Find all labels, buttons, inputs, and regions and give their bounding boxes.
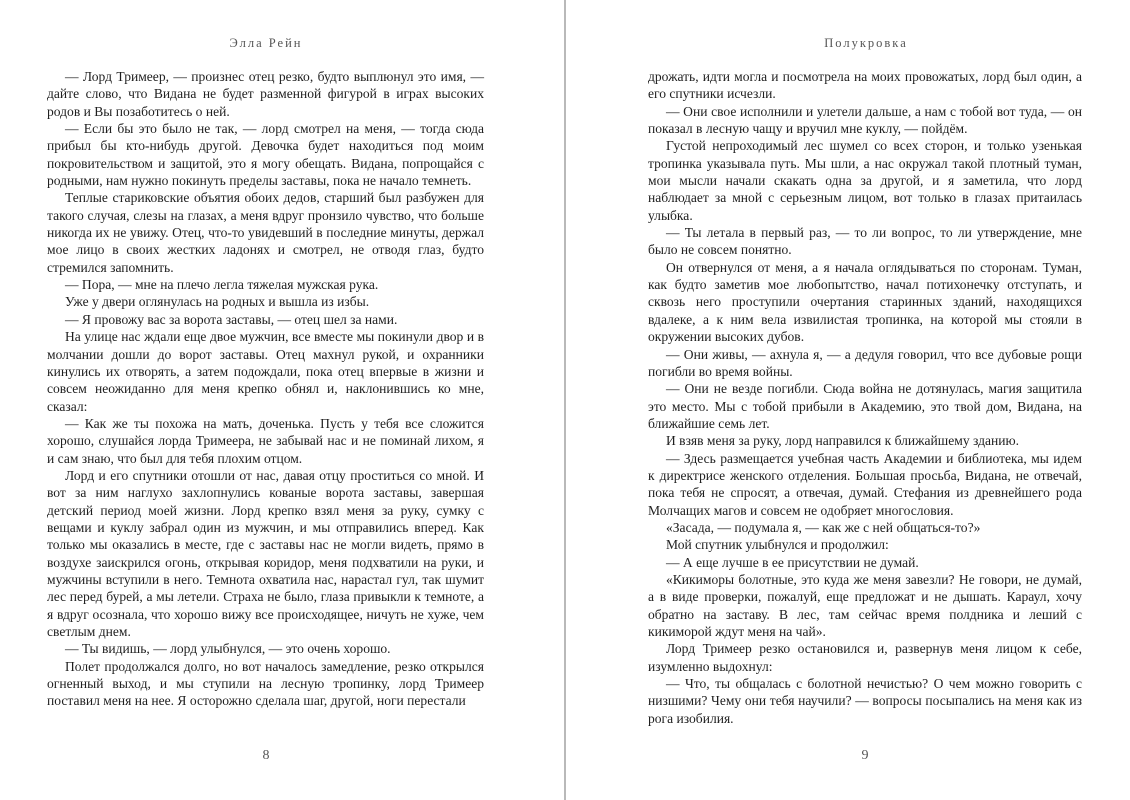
left-page <box>0 0 564 800</box>
paragraph: — Они не везде погибли. Сюда война не дотянулась, магия защитила это место. Мы с тобой прибыли в Академию, это твой дом, Видана, на ближайшие семь лет. <box>648 381 1082 431</box>
paragraph: Полет продолжался долго, но вот началось замедление, резко открылся огненный выход, и мы ступили на лесную тропинку, лорд Тримеер поставил меня на нее. Я осторожно сделала шаг, другой, ноги перестали <box>47 658 484 709</box>
paragraph: — Я провожу вас за ворота заставы, — отец шел за нами. <box>65 311 398 327</box>
paragraph: Уже у двери оглянулась на родных и вышла из избы. <box>65 294 370 310</box>
paragraph: — Ты летала в первый раз, — то ли вопрос, то ли утверждение, мне было не совсем понятно. <box>648 225 1082 258</box>
paragraph: «Засада, — подумала я, — как же с ней общаться-то?» <box>666 519 981 535</box>
paragraph: «Кикиморы болотные, это куда же меня завезли? Не говори, не думай, а в виде проверки, пожалуй, еще предложат и не дышать. Караул, хочу обратно на заставу. В лес, там сейчас время полдника и леший с кикиморой ждут меня на чай». <box>648 571 1082 639</box>
right-page-text <box>648 68 1082 727</box>
left-page-text <box>47 68 484 710</box>
paragraph: Он отвернулся от меня, а я начала оглядываться по сторонам. Туман, как будто заметив мое любопытство, начал потихонечку отступать, и сквозь него проступили очертания старинных зданий, находящихся вдалеке, а к ним вела извилистая тропинка, на которой мы стояли в окружении высоких дубов. <box>648 259 1082 345</box>
page-number: 9 <box>861 748 869 763</box>
running-head-title: Полукровка <box>824 36 908 50</box>
paragraph: — А еще лучше в ее присутствии не думай. <box>666 554 919 570</box>
paragraph: И взяв меня за руку, лорд направился к ближайшему зданию. <box>666 433 1019 449</box>
paragraph: — Лорд Тримеер, — произнес отец резко, будто выплюнул это имя, — дайте слово, что Видана не будет разменной фигурой в играх высоких родов и Вы позаботитесь о ней. <box>47 69 484 119</box>
paragraph: — Пора, — мне на плечо легла тяжелая мужская рука. <box>65 277 379 293</box>
paragraph: — Если бы это было не так, — лорд смотрел на меня, — тогда сюда прибыл бы кто-нибудь другой. Девочка будет находиться под моим покровительством и защитой, это я могу обещать. Видана, попрощайся с родными, нам нужно покинуть пределы заставы, пока не начало темнеть. <box>47 121 484 189</box>
paragraph: — Ты видишь, — лорд улыбнулся, — это очень хорошо. <box>65 641 391 657</box>
right-page <box>566 0 1130 800</box>
paragraph: На улице нас ждали еще двое мужчин, все вместе мы покинули двор и в молчании дошли до ворот заставы. Отец махнул рукой, и охранники кинулись их отворять, а затем подождали, пока отец впервые в жизни и совсем неожиданно для меня крепко обнял и, наклонившись ко мне, сказал: <box>47 329 484 414</box>
paragraph-continuation: дрожать, идти могла и посмотрела на моих провожатых, лорд был один, а его спутники исчезли. <box>648 69 1082 102</box>
paragraph: — Как же ты похожа на мать, доченька. Пусть у тебя все сложится хорошо, слушайся лорда Тримеера, не забывай нас и не поминай лихом, я и сам знаю, что был для тебя плохим отцом. <box>47 415 484 466</box>
running-head-author: Элла Рейн <box>229 36 303 50</box>
paragraph: Теплые стариковские объятия обоих дедов, старший был разбужен для такого случая, слезы на глазах, а меня вдруг пронзило чувство, что больше никогда их не увижу. Отец, что-то увидевший в последние минуты, держал мое лицо в своих жестких ладонях и смотрел, не отводя глаз, будто стремился запомнить. <box>47 190 484 275</box>
paragraph: — Что, ты общалась с болотной нечистью? О чем можно говорить с низшими? Чему они тебя научили? — вопросы посыпались на меня как из рога изобилия. <box>648 676 1082 726</box>
paragraph: Лорд и его спутники отошли от нас, давая отцу проститься со мной. И вот за ним наглухо захлопнулись кованые ворота заставы, завершая детский период моей жизни. Лорд крепко взял меня за руку, сумку с вещами и куклу забрал один из мужчин, и мы отправились вперед. Как только мы оказались в месте, где с заставы нас не могли видеть, прямо в воздухе заискрился огонь, открывая коридор, меня подхватили на руки, и мужчины вступили в него. Темнота охватила нас, нарастал гул, так шумит лес перед бурей, а мы летели. Страха не было, глаза привыкли к темноте, а я вдруг осознала, что хорошо вижу все происходящее, ничуть не хуже, чем светлым днем. <box>47 467 484 639</box>
paragraph: Густой непроходимый лес шумел со всех сторон, и только узенькая тропинка указывала путь. Мы шли, а нас окружал такой плотный туман, мои мысли начали скакать одна за другой, и я заметила, что лорд наблюдает за мной с серьезным лицом, вот только в глазах притаилась улыбка. <box>648 138 1082 223</box>
paragraph: Лорд Тримеер резко остановился и, развернув меня лицом к себе, изумленно выдохнул: <box>648 641 1082 674</box>
paragraph: — Они свое исполнили и улетели дальше, а нам с тобой вот туда, — он показал в лесную чащу и вручил мне куклу, — пойдём. <box>648 103 1082 137</box>
paragraph: — Здесь размещается учебная часть Академии и библиотека, мы идем к директрисе женского отделения. Большая просьба, Видана, не отвечай, пока тебя не спросят, а отвечая, думай. Стефания из древнейшего рода Молчащих магов и совсем не одобряет многословия. <box>648 450 1082 518</box>
paragraph: Мой спутник улыбнулся и продолжил: <box>666 537 889 553</box>
page-number: 8 <box>262 748 270 763</box>
paragraph: — Они живы, — ахнула я, — а дедуля говорил, что все дубовые рощи погибли во время войны. <box>648 346 1082 379</box>
